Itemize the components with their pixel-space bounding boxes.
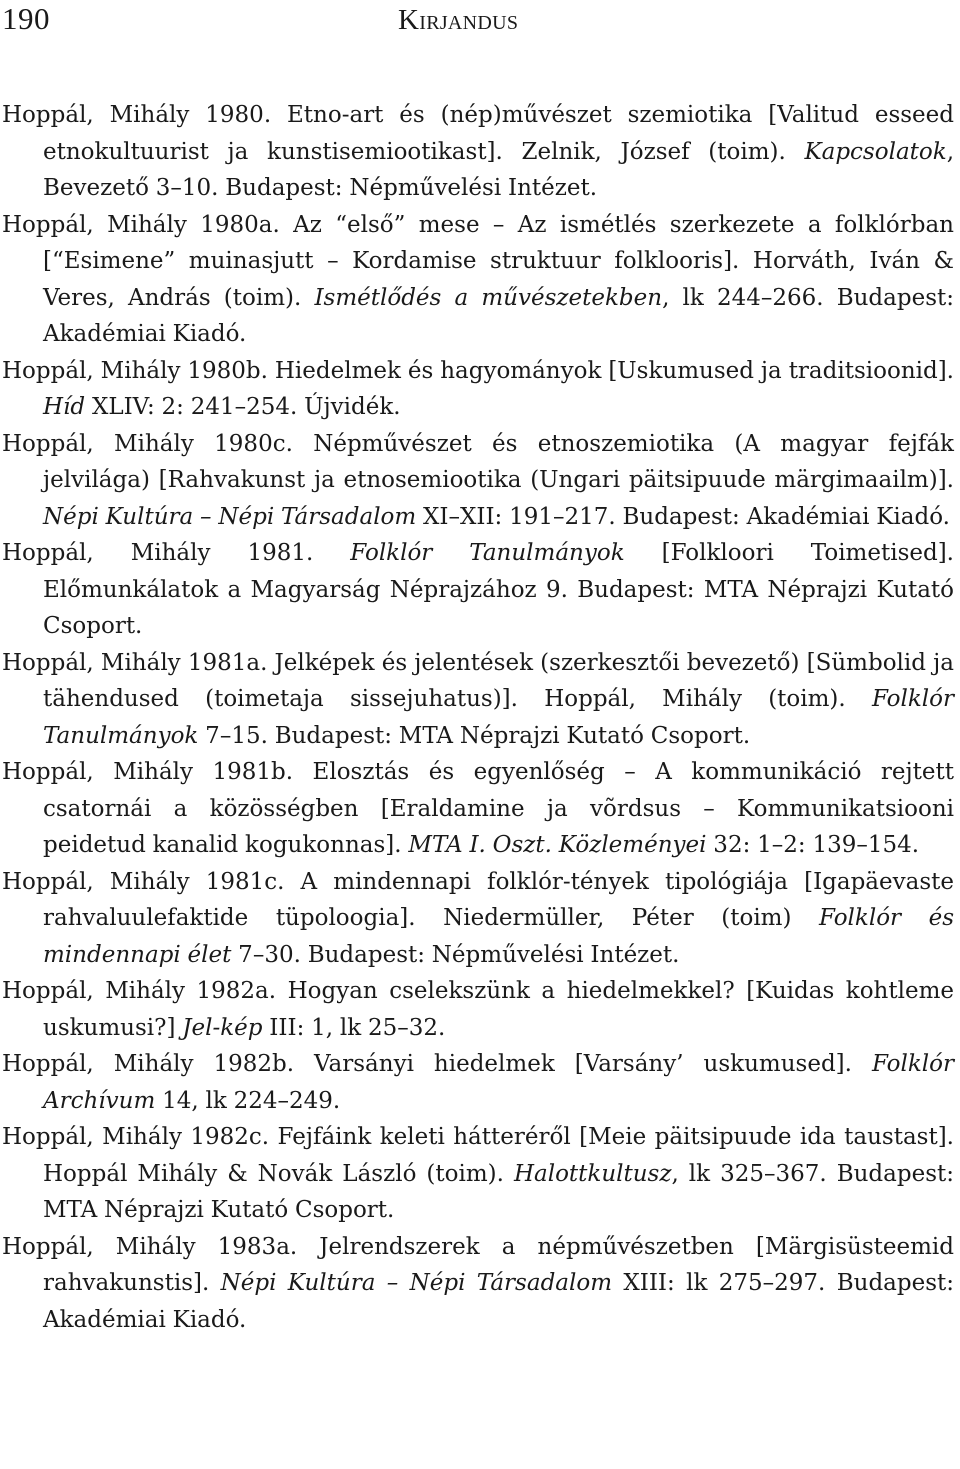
entry-italic-title: Folklór Tanulmányok: [350, 540, 625, 566]
entry-italic-title: Népi Kultúra – Népi Társadalom: [220, 1270, 613, 1296]
entry-text: , lk 244–266. Budapest: Akadémiai Kiadó.: [43, 284, 954, 347]
entry-text: XI–XII: 191–217. Budapest: Akadémiai Kiadó.: [416, 503, 950, 530]
entry-text: Hoppál, Mihály 1980c. Népművészet és etnoszemiotika (A magyar fejfák jelvilága) [Rahvakunst ja etnosemiootika (Ungari päitsipuude märgimaailm)].: [2, 430, 954, 493]
entry-text: Hoppál, Mihály 1981c. A mindennapi folklór-tények tipológiája [Igapäevaste rahvaluulefaktide tüpoloogia]. Niedermüller, Péter (toim): [2, 868, 954, 931]
entry-italic-title: Folklór Archívum: [43, 1051, 954, 1114]
entry-italic-title: Ismétlődés a művészetekben: [314, 284, 663, 311]
entry-text: Hoppál, Mihály 1981a. Jelképek és jelentések (szerkesztői bevezető) [Sümbolid ja tähendused (toimetaja sissejuhatus)]. Hoppál, Mihály (toim).: [2, 649, 954, 712]
entry-text: Hoppál, Mihály 1982c. Fejfáink keleti hátteréről [Meie päitsipuude ida taustast]. Hoppál Mihály & Novák László (toim).: [2, 1124, 954, 1187]
entry-text: , Bevezető 3–10. Budapest: Népművelési Intézet.: [43, 138, 954, 201]
entry-text: 32: 1–2: 139–154.: [706, 832, 920, 858]
bibliography-entry: [0, 864, 960, 974]
entry-text: [Folkloori Toimetised]. Előmunkálatok a Magyarság Néprajzához 9. Budapest: MTA Néprajzi Kutató Csoport.: [43, 540, 954, 639]
bibliography-entry: [0, 353, 960, 426]
page-number: 190: [2, 1, 50, 36]
entry-italic-title: Halottkultusz: [513, 1160, 672, 1187]
page-header: [0, 0, 960, 40]
bibliography-entry: [0, 1229, 960, 1339]
entry-text: Hoppál, Mihály 1980. Etno-art és (nép)művészet szemiotika [Valitud esseed etnokultuurist ja kunstisemiootikast]. Zelnik, József (toim).: [2, 102, 954, 165]
bibliography-entry: [0, 1119, 960, 1229]
entry-text: XIII: lk 275–297. Budapest: Akadémiai Kiadó.: [43, 1270, 955, 1333]
entry-text: 7–15. Budapest: MTA Néprajzi Kutató Csoport.: [198, 722, 751, 749]
bibliography-entry: [0, 535, 960, 645]
entry-italic-title: Folklór Tanulmányok: [43, 686, 954, 749]
bibliography-list: [0, 97, 960, 1338]
entry-text: 7–30. Budapest: Népművelési Intézet.: [231, 941, 680, 968]
entry-text: III: 1, lk 25–32.: [262, 1014, 446, 1041]
entry-text: , lk 325–367. Budapest: MTA Néprajzi Kutató Csoport.: [43, 1160, 954, 1223]
bibliography-entry: [0, 973, 960, 1046]
entry-italic-title: Híd: [43, 394, 86, 420]
entry-italic-title: Jel-kép: [182, 1014, 263, 1041]
bibliography-entry: [0, 1046, 960, 1119]
entry-italic-title: Népi Kultúra – Népi Társadalom: [43, 503, 417, 530]
entry-italic-title: Kapcsolatok: [804, 138, 947, 165]
bibliography-entry: [0, 426, 960, 536]
bibliography-entry: [0, 207, 960, 353]
entry-text: Hoppál, Mihály 1983a. Jelrendszerek a népművészetben [Märgisüsteemid rahvakunstis].: [2, 1233, 954, 1296]
entry-text: Hoppál, Mihály 1980a. Az “első” mese – Az ismétlés szerkezete a folklórban [“Esimene” muinasjutt – Kordamise struktuur folklooris]. Horváth, Iván & Veres, András (toim).: [2, 211, 954, 311]
entry-text: Hoppál, Mihály 1982b. Varsányi hiedelmek [Varsány’ uskumused].: [2, 1051, 872, 1077]
entry-text: 14, lk 224–249.: [155, 1087, 341, 1114]
entry-text: Hoppál, Mihály 1982a. Hogyan cselekszünk a hiedelmekkel? [Kuidas kohtleme uskumusi?]: [2, 978, 954, 1041]
entry-text: Hoppál, Mihály 1981b. Elosztás és egyenlőség – A kommunikáció rejtett csatornái a közösségben [Eraldamine ja võrdsus – Kommunikatsiooni peidetud kanalid kogukonnas].: [2, 759, 954, 858]
bibliography-entry: [0, 97, 960, 207]
entry-text: XLIV: 2: 241–254. Újvidék.: [85, 394, 401, 420]
entry-text: Hoppál, Mihály 1980b. Hiedelmek és hagyományok [Uskumused ja traditsioonid].: [2, 357, 954, 384]
bibliography-entry: [0, 754, 960, 864]
entry-italic-title: Folklór és mindennapi élet: [43, 905, 954, 968]
entry-text: Hoppál, Mihály 1981.: [2, 540, 351, 566]
running-title: Kirjandus: [398, 4, 519, 36]
entry-italic-title: MTA I. Oszt. Közleményei: [408, 832, 707, 858]
bibliography-entry: [0, 645, 960, 755]
